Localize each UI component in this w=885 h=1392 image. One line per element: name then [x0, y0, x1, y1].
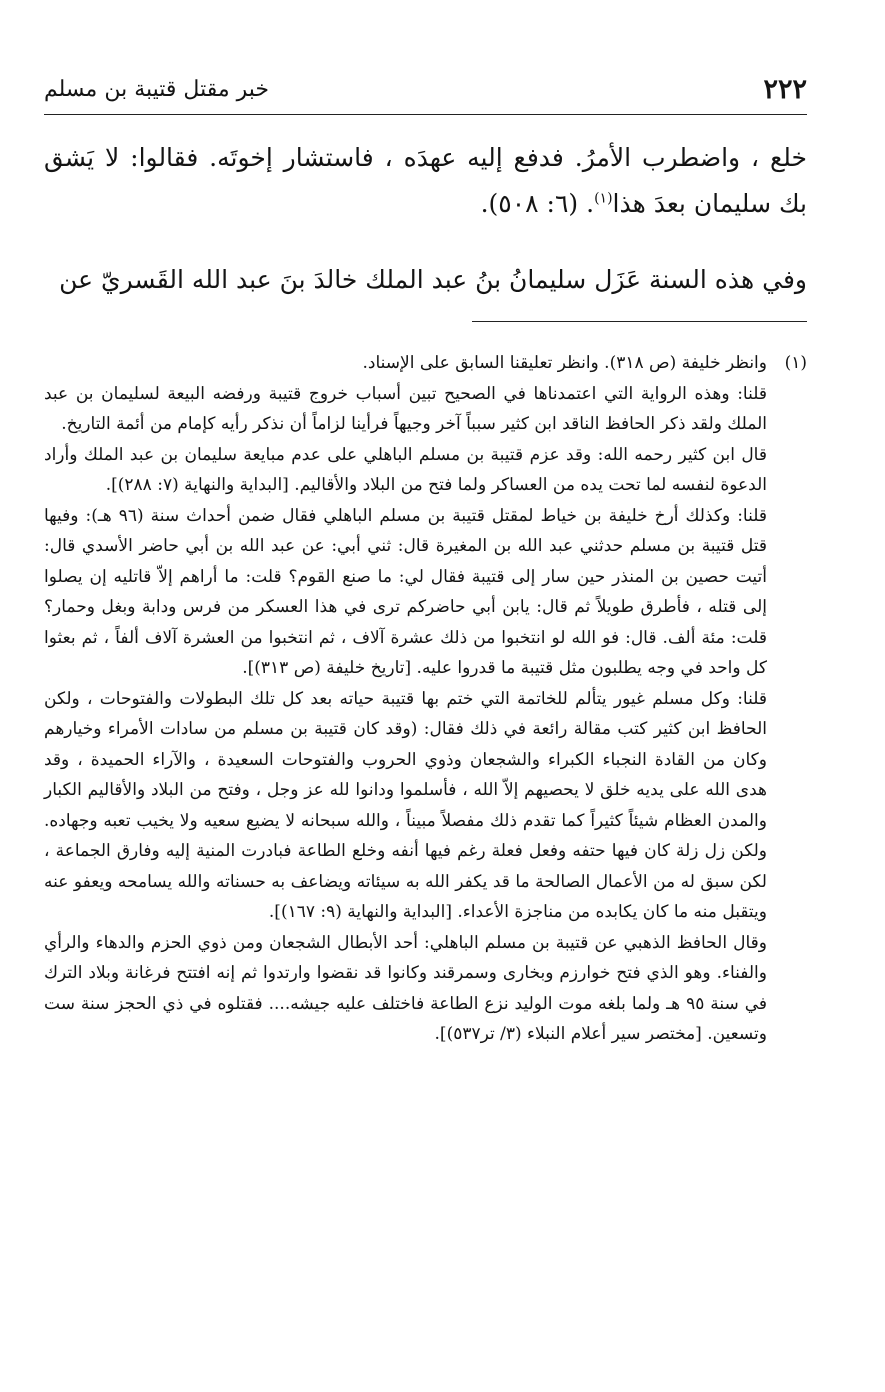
main-paragraph: [44, 135, 807, 227]
footnote-paragraph: قلنا: وكذلك أرخ خليفة بن خياط لمقتل قتيبة بن مسلم الباهلي فقال ضمن أحداث سنة (٩٦ هـ): وفيها قتل قتيبة بن مسلم حدثني عبد الله بن المغيرة قال: ثني أبي: عن عبد الله بن أبي حاضر الأسدي قال: أتيت حصين بن المنذر حين سار إلى قتيبة فقال لي: ما صنع القوم؟ قلت: ما أراهم إلاّ قاتليه إن يصلوا إلى قتله ، فأطرق طويلاً ثم قال: يابن أبي حاضركم ترى في هذا العسكر من فرس ودابة وبغل وحمار؟ قلت: مئة ألف. قال: فو الله لو انتخبوا من ذلك عشرة آلاف ، ثم انتخبوا من العشرة آلاف ألفاً ، ثم بعثوا كل واحد في وجه يطلبون مثل قتيبة ما قدروا عليه. [تاريخ خليفة (ص ٣١٣)].: [44, 505, 767, 678]
running-title: خبر مقتل قتيبة بن مسلم: [44, 77, 269, 102]
footnote-divider: [472, 321, 807, 322]
footnote-reference: (١): [594, 190, 613, 207]
main-paragraph: وفي هذه السنة عَزَل سليمانُ بنُ عبد الملك خالدَ بنَ عبد الله القَسريّ عن: [59, 265, 807, 294]
footnote: [44, 348, 807, 1050]
main-paragraph-citation: . (٦: ٥٠٨).: [480, 189, 595, 218]
footnote-paragraph: قلنا: وكل مسلم غيور يتألم للخاتمة التي ختم بها قتيبة حياته بعد كل تلك البطولات والفتوحات ، ولكن الحافظ ابن كثير كتب مقالة رائعة في ذلك فقال: (وقد كان قتيبة بن مسلم من سادات الأمراء وخيارهم وكان من القادة النجباء الكبراء والشجعان وذوي الحروب والفتوحات السعيدة ، والآراء الحميدة ، وقد هدى الله على يديه خلق لا يحصيهم إلاّ الله ، فأسلموا ودانوا لله عز وجل ، وفتح من البلاد والأقاليم الكبار والمدن العظام شيئاً كثيراً كما تقدم ذلك مفصلاً مبيناً ، والله سبحانه لا يضيع سعيه ولا يخيب تعبه وجهاده. ولكن زل زلة كان فيها حتفه وفعل فعلة رغم فيها أنفه وخلع الطاعة فبادرت المنية إليه وفارق الجماعة ، لكن سبق له من الأعمال الصالحة ما قد يكفر الله به سيئاته ويضاعف به حسناته والله يسامحه ويعفو عنه ويتقبل منه ما كان يكابده من مناجزة الأعداء. [البداية والنهاية (٩: ١٦٧)].: [44, 688, 767, 922]
main-text: [44, 135, 807, 303]
main-paragraph-text: خلع ، واضطرب الأمرُ. فدفع إليه عهدَه ، فاستشار إخوتَه. فقالوا: لا يَشق بك سليمان بعدَ هذا: [44, 143, 807, 218]
footnote-paragraph: قال ابن كثير رحمه الله: وقد عزم قتيبة بن مسلم الباهلي على عدم مبايعة سليمان بن عبد الملك وأراد الدعوة لنفسه لما تحت يده من العساكر ولما فتح من البلاد والأقاليم. [البداية والنهاية (٧: ٢٨٨)].: [44, 444, 767, 495]
footnote-paragraph: وانظر خليفة (ص ٣١٨). وانظر تعليقنا السابق على الإسناد.: [362, 353, 767, 373]
page-header: [44, 74, 807, 106]
footnote-marker: (١): [784, 353, 807, 373]
page-number: ٢٢٢: [763, 74, 807, 105]
header-divider: [44, 114, 807, 115]
footnote-paragraph: قلنا: وهذه الرواية التي اعتمدناها في الصحيح تبين أسباب خروج قتيبة ورفضه البيعة لسليمان بن عبد الملك ولقد ذكر الحافظ الناقد ابن كثير سبباً آخر وجيهاً فرأينا لزاماً أن نذكر رأيه كإمام من أئمة التاريخ.: [44, 383, 767, 434]
footnote-paragraph: وقال الحافظ الذهبي عن قتيبة بن مسلم الباهلي: أحد الأبطال الشجعان ومن ذوي الحزم والدهاء والرأي والفناء. وهو الذي فتح خوارزم وبخارى وسمرقند وكانوا قد نقضوا وارتدوا ثم إنه افتتح فرغانة وبلاد الترك في سنة ٩٥ هـ ولما بلغه موت الوليد نزع الطاعة فاختلف عليه جيشه.... فقتلوه في ذي الحجز سنة ست وتسعين. [مختصر سير أعلام النبلاء (٣/ تر٥٣٧)].: [44, 932, 767, 1044]
footnote-body: [44, 348, 807, 1050]
